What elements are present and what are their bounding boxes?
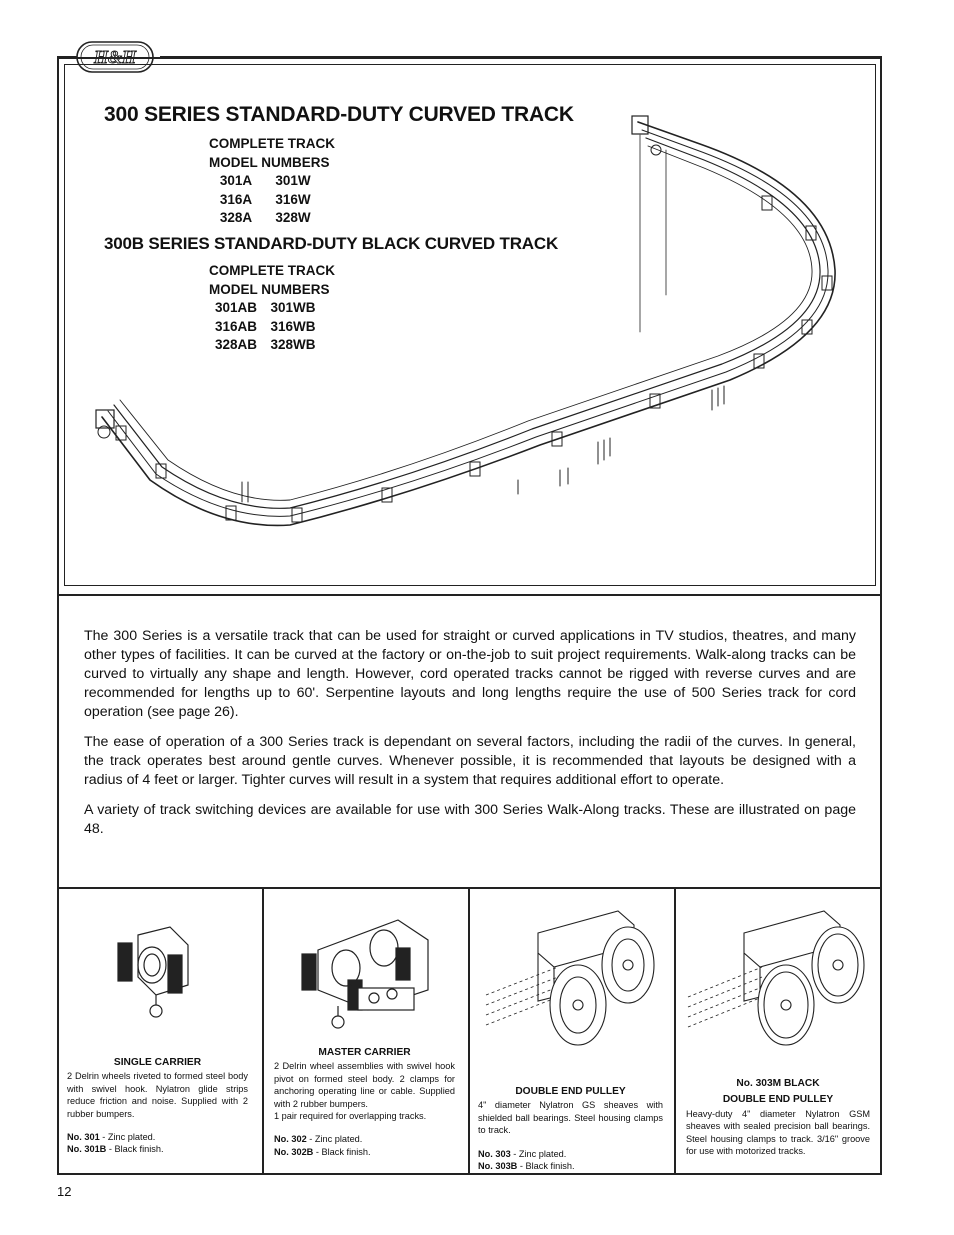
page-number: 12 — [57, 1184, 72, 1199]
option-text: - Black finish. — [313, 1146, 371, 1157]
curved-track-illustration — [90, 110, 860, 550]
paragraph: A variety of track switching devices are available for use with 300 Series Walk-Along tracks. These are illustrated on page 48. — [84, 802, 856, 837]
divider-top — [57, 594, 882, 596]
model-number: 328WB — [270, 337, 316, 352]
option-text: - Black finish. — [517, 1161, 575, 1172]
spacer — [478, 1137, 663, 1148]
product-description: Heavy-duty 4" diameter Nylatron GSM sheaves with sealed precision ball bearings. Steel housing clamps to track. 3/16" groove for use with motorized tracks. — [686, 1108, 870, 1157]
model-label-1: COMPLETE TRACK — [209, 263, 335, 278]
model-number: 316W — [275, 191, 311, 207]
option-number: No. 302 — [274, 1134, 307, 1145]
section-title-300b: 300B SERIES STANDARD-DUTY BLACK CURVED TRACK — [104, 234, 559, 253]
product-heading: MASTER CARRIER — [318, 1047, 411, 1058]
option-number: No. 302B — [274, 1146, 314, 1157]
product-description-note: 1 pair required for overlapping tracks. — [274, 1111, 427, 1122]
paragraph: The ease of operation of a 300 Series track is dependant on several factors, including the radii of the curves. In general, the track operates best around gentle curves. Whenever possible, it is recommended that layouts be designed with a radius of 4 feet or larger. Tighter curves will result in a system that requires additional effort to operate. — [84, 734, 856, 788]
option-number: No. 301 — [67, 1132, 100, 1143]
cell-divider-2 — [468, 888, 470, 1175]
model-number: 301WB — [270, 300, 316, 315]
product-heading: DOUBLE END PULLEY — [515, 1086, 626, 1097]
double-end-pulley-caption — [478, 1086, 663, 1172]
model-number: 328A — [219, 210, 253, 225]
model-number: 316A — [219, 191, 253, 207]
black-double-end-pulley-caption — [686, 1078, 870, 1157]
product-option — [274, 1146, 455, 1158]
product-option — [67, 1143, 248, 1155]
option-text: - Zinc plated. — [99, 1132, 156, 1143]
model-number: 301A — [219, 173, 253, 188]
model-number: 328W — [275, 210, 311, 225]
spacer — [67, 1120, 248, 1131]
option-text: - Zinc plated. — [306, 1134, 363, 1145]
paragraph: The 300 Series is a versatile track that can be used for straight or curved applications in TV studios, theatres, and many other types of facilities. It can be curved at the factory or on-the-job to suit project requirements. Walk-along tracks can be curved to virtually any shape and length. However, cord operated tracks cannot be rigged with reverse curves and are recommended for lengths up to 60'. Serpentine layouts and long lengths require the use of 500 Series track for cord operation (see page 26). — [84, 628, 856, 720]
option-number: No. 301B — [67, 1144, 107, 1155]
model-number: 316WB — [270, 318, 316, 334]
logo-text: H&H — [93, 47, 137, 67]
product-description: 4" diameter Nylatron GS sheaves with shielded ball bearings. Steel housing clamps to track. — [478, 1100, 663, 1136]
product-option — [274, 1133, 455, 1145]
product-option — [67, 1131, 248, 1143]
product-description: 2 Delrin wheel assemblies with swivel hook pivot on formed steel body. 2 clamps for anchoring operating line or cable. Supplied with 2 rubber bumpers. — [274, 1061, 455, 1109]
option-number: No. 303 — [478, 1148, 511, 1159]
product-description: 2 Delrin wheels riveted to formed steel body with swivel hook. Nylatron glide strips reduce friction and noise. Supplied with 2 rubber bumpers. — [67, 1071, 248, 1119]
cell-divider-1 — [262, 888, 264, 1175]
model-label-2: MODEL NUMBERS — [209, 281, 330, 297]
model-number: 328AB — [214, 337, 258, 352]
model-number: 301W — [275, 173, 311, 188]
option-text: - Zinc plated. — [510, 1148, 567, 1159]
product-heading: DOUBLE END PULLEY — [722, 1094, 834, 1106]
double-end-pulley-illustration — [478, 905, 663, 1065]
single-carrier-illustration — [110, 915, 200, 1020]
cell-divider-3 — [674, 888, 676, 1175]
product-heading: SINGLE CARRIER — [113, 1057, 202, 1068]
single-carrier-caption — [67, 1057, 248, 1156]
master-carrier-illustration — [298, 910, 438, 1035]
product-option — [478, 1160, 663, 1172]
section-title-300: 300 SERIES STANDARD-DUTY CURVED TRACK — [104, 103, 574, 126]
option-text: - Black finish. — [106, 1144, 164, 1155]
model-number: 316AB — [214, 318, 258, 334]
black-double-end-pulley-illustration — [682, 905, 872, 1060]
product-heading-model: No. 303M BLACK — [736, 1078, 820, 1089]
master-carrier-caption — [274, 1047, 455, 1158]
description-text — [84, 627, 856, 850]
spacer — [274, 1122, 455, 1133]
model-label-1: COMPLETE TRACK — [209, 136, 335, 151]
product-option — [478, 1148, 663, 1160]
option-number: No. 303B — [478, 1161, 518, 1172]
model-label-2: MODEL NUMBERS — [209, 154, 330, 170]
model-number: 301AB — [214, 300, 258, 315]
